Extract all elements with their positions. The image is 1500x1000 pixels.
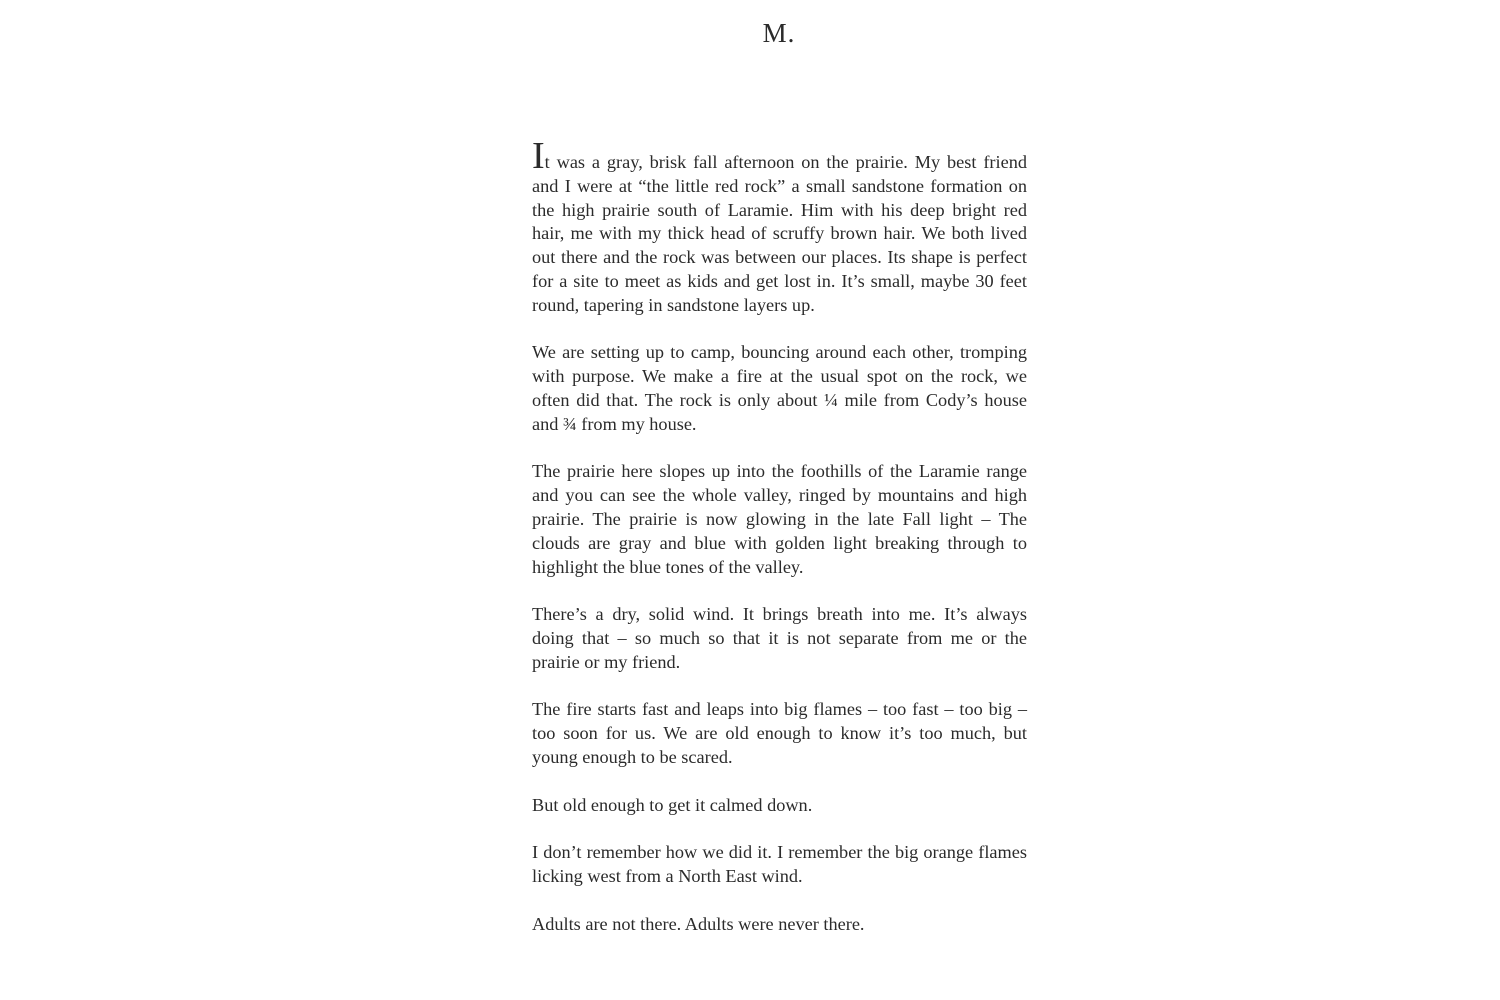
paragraph: There’s a dry, solid wind. It brings breath into me. It’s always doing that – so much so that it is not separate from me or the prairie or my friend.	[532, 604, 1027, 672]
paragraph: The prairie here slopes up into the foothills of the Laramie range and you can see the whole valley, ringed by mountains and high prairie. The prairie is now glowing in the late Fall light – The clouds are gray and blue with golden light breaking through to highlight the blue tones of the valley.	[532, 461, 1027, 577]
paragraph: We are setting up to camp, bouncing around each other, tromping with purpose. We make a fire at the usual spot on the rock, we often did that. The rock is only about ¼ mile from Cody’s house and ¾ from my house.	[532, 342, 1027, 434]
paragraph: I don’t remember how we did it. I remember the big orange flames licking west from a North East wind.	[532, 842, 1027, 886]
paragraph: Adults are not there. Adults were never there.	[532, 913, 865, 934]
story-body	[532, 135, 1027, 960]
page-title: M.	[762, 18, 796, 48]
drop-cap: I	[532, 135, 545, 177]
paragraph-text: t was a gray, brisk fall afternoon on the prairie. My best friend and I were at “the little red rock” a small sandstone formation on the high prairie south of Laramie. Him with his deep bright red hair, me with my thick head of scruffy brown hair. We both lived out there and the rock was between our places. Its shape is perfect for a site to meet as kids and get lost in. It’s small, maybe 30 feet round, tapering in sandstone layers up.	[532, 152, 1027, 315]
paragraph: The fire starts fast and leaps into big flames – too fast – too big – too soon for us. We are old enough to know it’s too much, but young enough to be scared.	[532, 699, 1027, 767]
paragraph: But old enough to get it calmed down.	[532, 794, 813, 815]
paragraph	[532, 135, 1027, 318]
